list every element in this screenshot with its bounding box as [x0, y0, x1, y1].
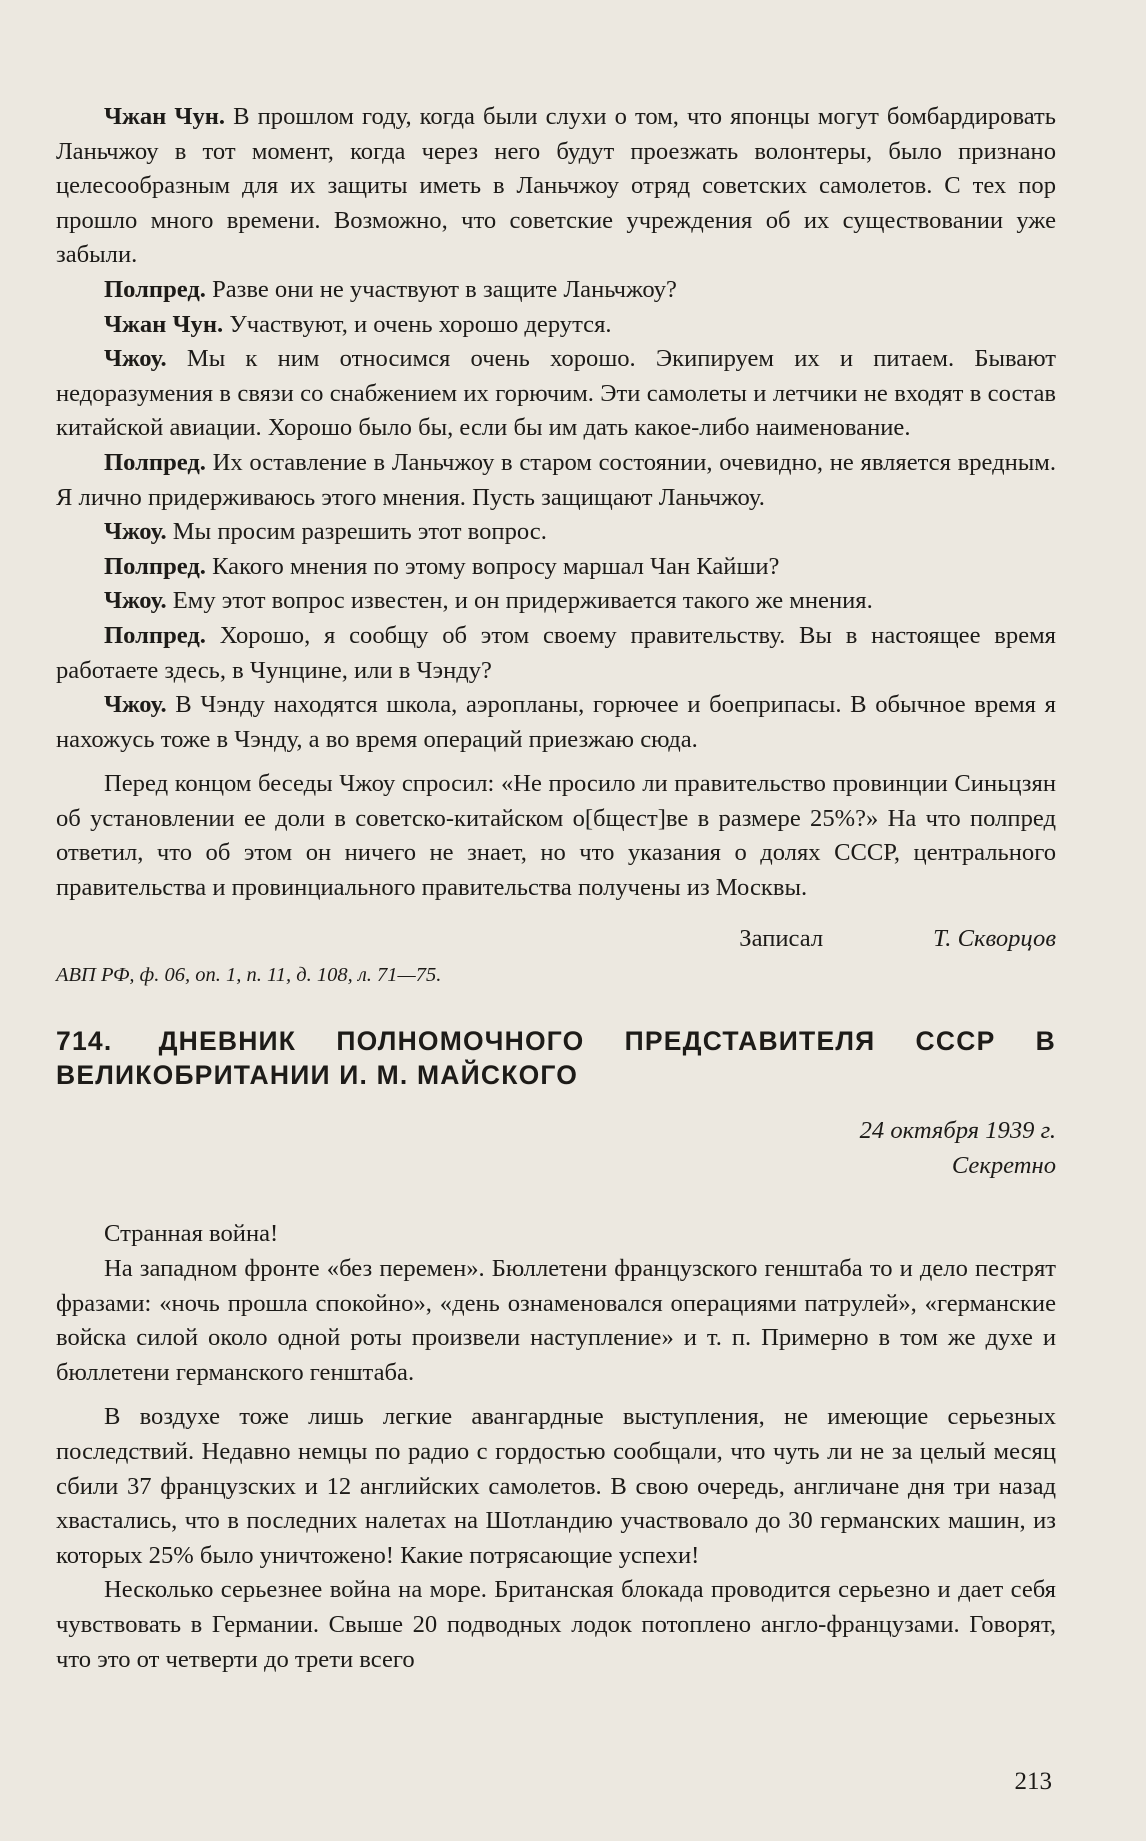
- archive-source: АВП РФ, ф. 06, оп. 1, п. 11, д. 108, л. 71—75.: [56, 964, 442, 987]
- dialogue-text: В Чэнду находятся школа, аэропланы, горючее и боеприпасы. В обычное время я нахожусь тоже в Чэнду, а во время операций приезжаю сюда.: [56, 691, 1056, 753]
- dialogue-text: Разве они не участвуют в защите Ланьчжоу?: [205, 275, 677, 303]
- dialogue-text: Какого мнения по этому вопросу маршал Чан Кайши?: [205, 552, 780, 580]
- document-number: 714.: [56, 1026, 113, 1057]
- dialogue-line: [56, 342, 1056, 446]
- speaker-label: Полпред.: [104, 448, 206, 476]
- dialogue-text: Их оставление в Ланьчжоу в старом состоянии, очевидно, не является вредным. Я лично придерживаюсь этого мнения. Пусть защищают Ланьчжоу.: [56, 448, 1056, 511]
- speaker-label: Чжоу.: [104, 518, 167, 546]
- dialogue-line: [56, 308, 1056, 343]
- speaker-label: Полпред.: [104, 275, 206, 303]
- dialogue-line: [56, 619, 1056, 688]
- dialogue-text: Ему этот вопрос известен, и он придерживается такого же мнения.: [166, 587, 873, 615]
- dialogue-text: Мы к ним относимся очень хорошо. Экипируем их и питаем. Бывают недоразумения в связи со снабжением их горючим. Эти самолеты и летчики не входят в состав китайской авиации. Хорошо было бы, если бы им дать какое-либо наименование.: [56, 345, 1056, 442]
- dialogue-line: [56, 100, 1056, 273]
- diary-paragraph: Странная война!: [104, 1220, 279, 1248]
- closing-paragraph: Перед концом беседы Чжоу спросил: «Не просило ли правительство провинции Синьцзян об установлении ее доли в советско-китайском о[бщест]ве в размере 25%?» На что полпред ответил, что об этом он ничего не знает, но что указания о долях СССР, центрального правительства и провинциального правительства получены из Москвы.: [56, 770, 1056, 902]
- diary-paragraph: Несколько серьезнее война на море. Британская блокада проводится серьезно и дает себя чувствовать в Германии. Свыше 20 подводных лодок потоплено англо-французами. Говорят, что это от четверти до трети всего: [56, 1576, 1056, 1673]
- dialogue-text: Участвуют, и очень хорошо дерутся.: [223, 310, 612, 338]
- signature-label: Записал: [739, 924, 824, 952]
- document-date: 24 октября 1939 г.: [859, 1117, 1056, 1145]
- page-number: 213: [1014, 1768, 1052, 1795]
- dialogue-text: В прошлом году, когда были слухи о том, что японцы могут бомбардировать Ланьчжоу в тот момент, когда через него будут проезжать волонтеры, было признано целесообразным для их защиты иметь в Ланьчжоу отряд советских самолетов. С тех пор прошло много времени. Возможно, что советские учреждения об их существовании уже забыли.: [56, 103, 1056, 269]
- dialogue-line: [56, 584, 1056, 619]
- dialogue-line: [56, 688, 1056, 757]
- dialogue-line: [56, 515, 1056, 550]
- dialogue-text: Мы просим разрешить этот вопрос.: [166, 518, 547, 546]
- speaker-label: Чжан Чун.: [104, 103, 226, 130]
- speaker-label: Чжан Чун.: [104, 310, 224, 338]
- speaker-label: Полпред.: [104, 552, 206, 580]
- diary-paragraph: На западном фронте «без перемен». Бюллетени французского генштаба то и дело пестрят фразами: «ночь прошла спокойно», «день ознаменовался операциями патрулей», «германские войска силой около одной роты произвели наступление» и т. п. Примерно в том же духе и бюллетени германского генштаба.: [56, 1255, 1056, 1386]
- document-heading: [56, 1024, 1056, 1092]
- classification-mark: Секретно: [951, 1151, 1056, 1179]
- speaker-label: Чжоу.: [104, 691, 167, 719]
- signature-line: [56, 922, 1056, 957]
- dialogue-text: Хорошо, я сообщу об этом своему правительству. Вы в настоящее время работаете здесь, в Чунцине, или в Чэнду?: [56, 621, 1056, 684]
- speaker-label: Чжоу.: [104, 345, 167, 373]
- speaker-label: Полпред.: [104, 621, 206, 649]
- page-content: [56, 100, 1056, 1677]
- dialogue-line: [56, 273, 1056, 308]
- diary-paragraph: В воздухе тоже лишь легкие авангардные выступления, не имеющие серьезных последствий. Недавно немцы по радио с гордостью сообщали, что чуть ли не за целый месяц сбили 37 французских и 12 английских самолетов. В свою очередь, англичане дня три назад хвастались, что в последних налетах на Шотландию участвовало до 30 германских машин, из которых 25% было уничтожено! Какие потрясающие успехи!: [56, 1403, 1056, 1569]
- signature-name: Т. Скворцов: [933, 924, 1056, 952]
- document-title: ДНЕВНИК ПОЛНОМОЧНОГО ПРЕДСТАВИТЕЛЯ СССР В ВЕЛИКОБРИТАНИИ И. М. МАЙСКОГО: [56, 1026, 1056, 1091]
- speaker-label: Чжоу.: [104, 587, 167, 615]
- dialogue-line: [56, 550, 1056, 585]
- dialogue-line: [56, 446, 1056, 515]
